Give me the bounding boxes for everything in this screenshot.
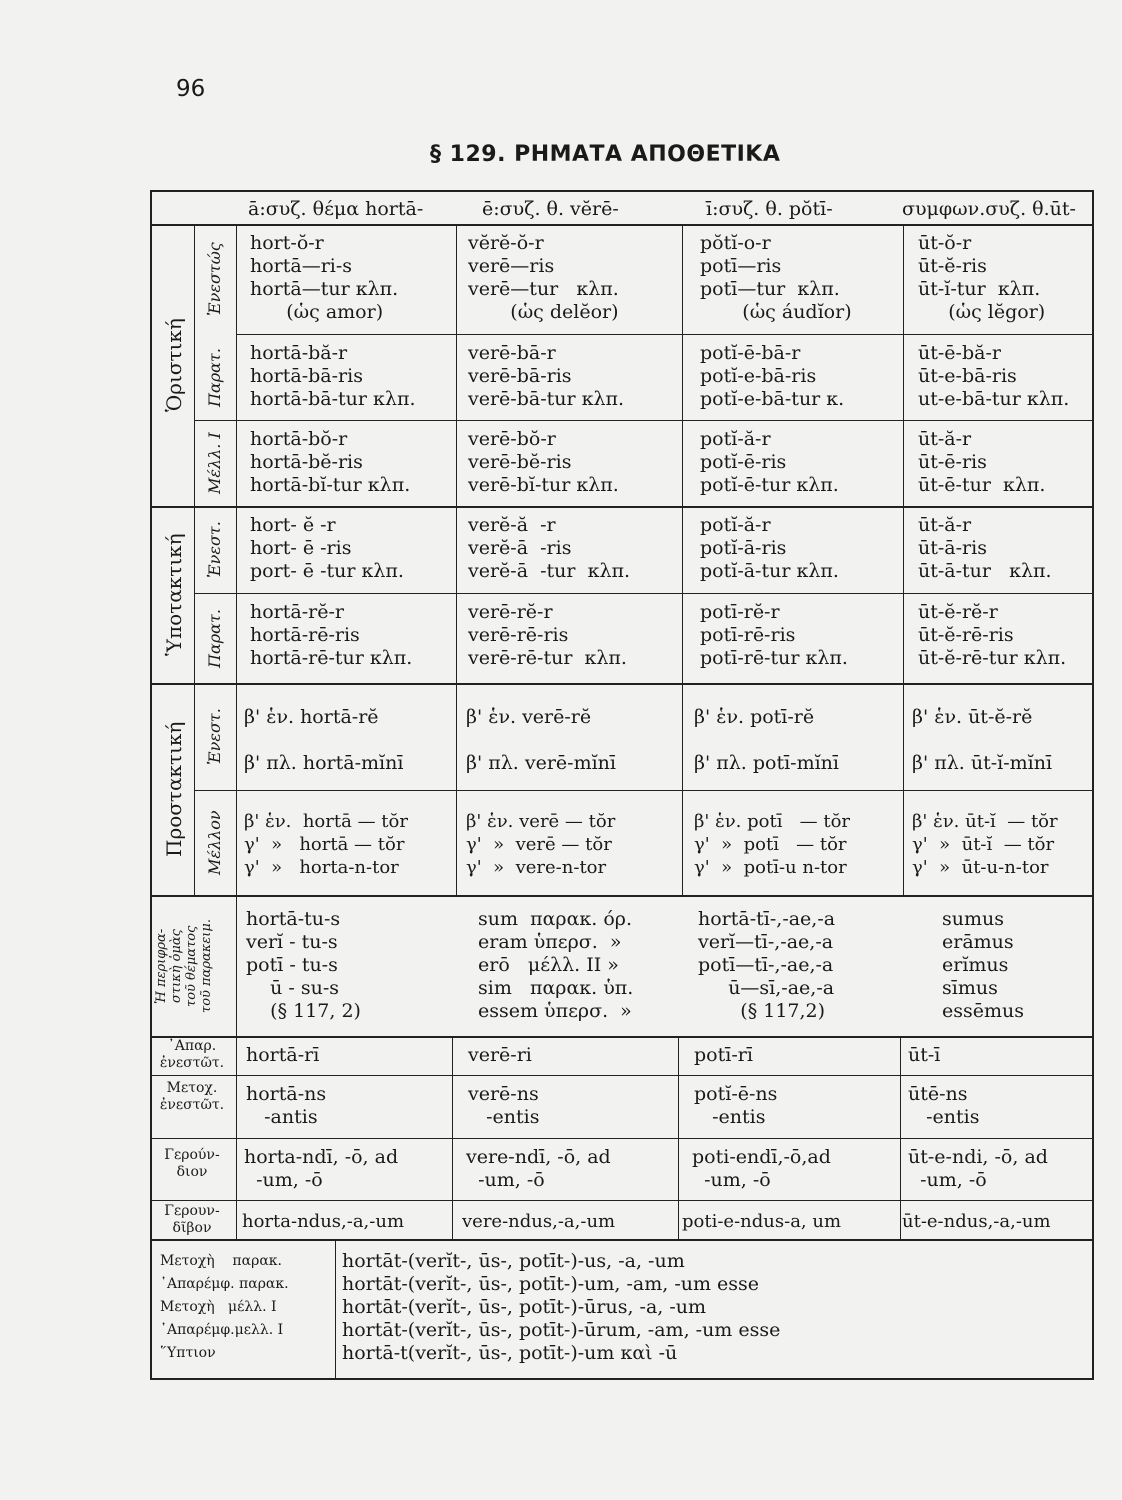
tense-label-present: Ἐνεστώς <box>205 242 224 317</box>
tense-label-imperfect: Παρατ. <box>205 348 224 407</box>
footer-forms: hortāt-(verĭt-, ūs-, potīt-)-us, -a, -um hortāt-(verĭt-, ūs-, potīt-)-um, -am, -um esse hortāt-(verĭt-, ūs-, potīt-)-ūrus, -a, -um hortāt-(verĭt-, ūs-, potīt-)-ūrum, -am, -um esse hortā-t(verĭt-, ūs-, potīt-)-um καὶ -ū <box>342 1250 781 1364</box>
rule <box>900 1036 901 1239</box>
form-cell: ūt-ă-r ūt-ē-ris ūt-ē-tur κλπ. <box>918 428 1046 496</box>
form-cell: ūt-e-ndi, -ō, ad -um, -ō <box>908 1146 1048 1191</box>
form-cell: β' ἑν. potī — tŏr γ' » potī — tŏr γ' » potī-u n-tor <box>694 811 851 878</box>
form-cell: hortā-bă-r hortā-bā-ris hortā-bā-tur κλπ. <box>250 342 416 410</box>
form-cell: horta-ndī, -ō, ad -um, -ō <box>244 1146 399 1191</box>
rule <box>903 224 904 895</box>
form-cell: ūtē-ns -entis <box>908 1083 980 1128</box>
rule <box>150 224 1094 226</box>
form-cell: horta-ndus,-a,-um <box>242 1211 405 1232</box>
form-cell: hortā-tu-s verĭ - tu-s potī - tu-s ū - su-s (§ 117, 2) <box>246 908 361 1022</box>
form-cell: vere-ndus,-a,-um <box>462 1211 616 1232</box>
form-cell: verē-ns -entis <box>468 1083 540 1128</box>
rule <box>236 224 237 1036</box>
form-cell: pŏtĭ-o-r potī—ris potī—tur κλπ. (ὡς áudĭor) <box>700 232 852 323</box>
form-cell: potĭ-ă-r potĭ-ā-ris potĭ-ā-tur κλπ. <box>700 514 839 582</box>
header-e-conjugation: ē:συζ. θ. vĕrē- <box>482 198 619 220</box>
form-cell: ūt-ē-bă-r ūt-e-bā-ris ut-e-bā-tur κλπ. <box>918 342 1070 410</box>
form-cell: poti-e-ndus-a, um <box>682 1211 842 1232</box>
form-cell: vĕrĕ-ŏ-r verē—ris verē—tur κλπ. (ὡς delĕor) <box>468 232 619 323</box>
rule <box>236 1036 237 1239</box>
form-cell: ūt-ĕ-rĕ-r ūt-ĕ-rē-ris ūt-ĕ-rē-tur κλπ. <box>918 601 1067 669</box>
rule <box>194 593 1094 594</box>
form-cell: sumus erāmus erĭmus sīmus essēmus <box>942 908 1024 1022</box>
rule <box>194 224 195 895</box>
header-consonant-conjugation: συμφων.συζ. θ.ūt- <box>902 198 1076 220</box>
rule <box>194 420 1094 421</box>
header-a-conjugation: ā:συζ. θέμα hortā- <box>248 198 424 220</box>
form-cell: β' ἑν. verē-rĕ β' πλ. verē-mĭnī <box>466 706 616 774</box>
form-cell: verĕ-ă -r verĕ-ā -ris verĕ-ā -tur κλπ. <box>468 514 631 582</box>
form-cell: β' ἑν. hortā-rĕ β' πλ. hortā-mĭnī <box>244 706 404 774</box>
form-cell: ūt-ī <box>908 1044 941 1066</box>
form-cell: sum παρακ. όρ. eram ὑπερσ. » erō μέλλ. II » sim παρακ. ὑπ. essem ὑπερσ. » <box>478 908 634 1022</box>
rule <box>150 1036 1094 1038</box>
form-cell: potī-rī <box>694 1044 753 1066</box>
form-cell: hortā-tī-,-ae,-a verĭ—tī-,-ae,-a potī—tī-,-ae,-a ū—sī,-ae,-a (§ 117,2) <box>698 908 836 1022</box>
label-gerund: Γερούν- διον <box>164 1147 220 1180</box>
form-cell: verē-rĕ-r verē-rē-ris verē-rē-tur κλπ. <box>468 601 627 669</box>
form-cell: hort-ŏ-r hortā—ri-s hortā—tur κλπ. (ὡς amor) <box>250 232 399 323</box>
rule <box>456 224 457 895</box>
form-cell: β' ἑν. potī-rĕ β' πλ. potī-mĭnī <box>694 706 839 774</box>
rule <box>678 1036 679 1239</box>
mood-label-imperative: Προστακτική <box>162 721 186 858</box>
form-cell: vere-ndī, -ō, ad -um, -ō <box>466 1146 611 1191</box>
label-gerundive: Γερουν- δῖβον <box>164 1203 220 1236</box>
rule <box>452 1036 453 1239</box>
rule <box>682 224 683 895</box>
form-cell: potĭ-ē-bā-r potĭ-e-bā-ris potĭ-e-bā-tur κ. <box>700 342 845 410</box>
rule <box>150 895 1094 897</box>
header-i-conjugation: ī:συζ. θ. pŏtī- <box>706 198 833 220</box>
form-cell: β' ἑν. ūt-ĭ — tŏr γ' » ūt-ĭ — tŏr γ' » ūt-u-n-tor <box>912 811 1058 878</box>
rule <box>150 1239 1094 1241</box>
form-cell: hortā-bŏ-r hortā-bĕ-ris hortā-bĭ-tur κλπ. <box>250 428 411 496</box>
rule <box>150 683 1094 685</box>
rule <box>150 1075 1094 1076</box>
form-cell: hort- ĕ -r hort- ē -ris port- ē -tur κλπ. <box>250 514 404 582</box>
form-cell: ūt-ă-r ūt-ā-ris ūt-ā-tur κλπ. <box>918 514 1052 582</box>
form-cell: β' ἑν. verē — tŏr γ' » verē — tŏr γ' » vere-n-tor <box>466 811 616 878</box>
form-cell: β' ἑν. ūt-ĕ-rĕ β' πλ. ūt-ĭ-mĭnī <box>912 706 1053 774</box>
form-cell: ūt-e-ndus,-a,-um <box>902 1211 1051 1232</box>
mood-label-indicative: Ὁριστική <box>162 318 186 412</box>
rule <box>236 334 1094 335</box>
tense-label-future: Μέλλ. I <box>205 432 224 495</box>
label-participle: Μετοχ. ἐνεστῶτ. <box>159 1080 225 1113</box>
tense-label-subj-imperfect: Παρατ. <box>205 609 224 668</box>
mood-label-subjunctive: Ὑποτακτική <box>162 533 186 657</box>
form-cell: verē-bŏ-r verē-bĕ-ris verē-bĭ-tur κλπ. <box>468 428 619 496</box>
footer-labels: Μετοχὴ παρακ. ᾿Απαρέμφ. παρακ. Μετοχὴ μέλλ. I ᾿Απαρέμφ.μελλ. I ῞Υπτιον <box>160 1253 289 1361</box>
page-number: 96 <box>176 76 206 102</box>
rule <box>150 1138 1094 1139</box>
form-cell: β' ἑν. hortā — tŏr γ' » hortā — tŏr γ' » horta-n-tor <box>244 811 408 878</box>
form-cell: poti-endī,-ō,ad -um, -ō <box>692 1146 831 1191</box>
tense-label-imp-future: Μέλλον <box>205 810 224 876</box>
rule <box>335 1239 336 1380</box>
form-cell: hortā-ns -antis <box>246 1083 327 1128</box>
rule <box>150 506 1094 508</box>
form-cell: potī-rĕ-r potī-rē-ris potī-rē-tur κλπ. <box>700 601 848 669</box>
tense-label-subj-present: Ἐνεστ. <box>205 521 224 579</box>
form-cell: potĭ-ē-ns -entis <box>694 1083 778 1128</box>
rule <box>194 790 1094 791</box>
form-cell: potĭ-ă-r potĭ-ē-ris potĭ-ē-tur κλπ. <box>700 428 839 496</box>
label-infinitive: ᾿Απαρ. ἐνεστῶτ. <box>159 1038 225 1071</box>
form-cell: hortā-rĕ-r hortā-rē-ris hortā-rē-tur κλπ. <box>250 601 413 669</box>
rule <box>150 1200 1094 1201</box>
form-cell: ūt-ŏ-r ūt-ĕ-ris ūt-ĭ-tur κλπ. (ὡς lĕgor) <box>918 232 1046 323</box>
form-cell: hortā-rī <box>246 1044 320 1066</box>
form-cell: verē-ri <box>468 1044 532 1066</box>
form-cell: verē-bā-r verē-bā-ris verē-bā-tur κλπ. <box>468 342 625 410</box>
tense-label-imp-present: Ἐνεστ. <box>205 708 224 766</box>
mood-label-periphrastic: Ἡ περιφρα- στικὴ ὁμὰς τοῦ θέματος τοῦ παρακειμ. <box>154 919 214 1013</box>
section-title: § 129. ΡΗΜΑΤΑ ΑΠΟΘΕΤΙΚΑ <box>430 142 781 167</box>
